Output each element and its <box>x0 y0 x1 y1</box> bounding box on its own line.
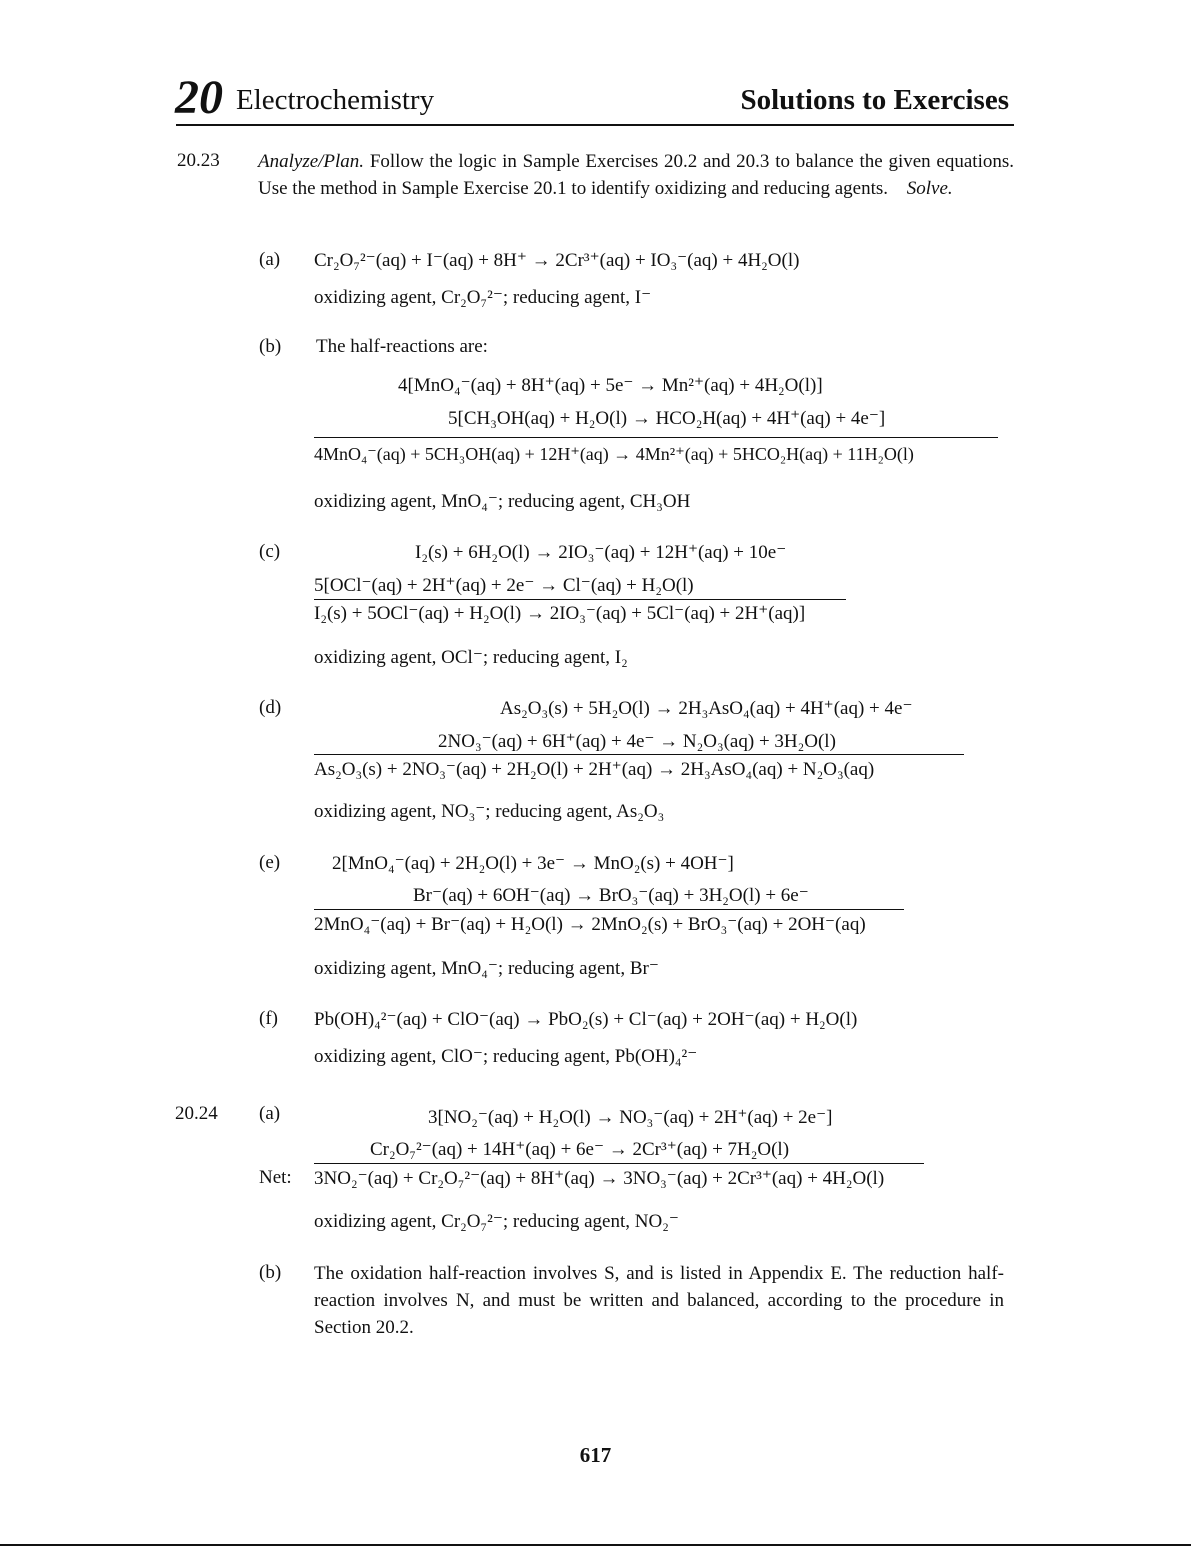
page-number: 617 <box>579 1443 612 1467</box>
sum-rule-b <box>314 437 998 438</box>
header-rule <box>176 124 1014 126</box>
agents-24a: oxidizing agent, Cr₂O₇²⁻; reducing agent, NO₂⁻ <box>314 1211 679 1232</box>
chapter-number: 20 <box>175 71 223 124</box>
exercise-number-20-23: 20.23 <box>177 150 220 171</box>
net-equation-d: As₂O₃(s) + 2NO₃⁻(aq) + 2H₂O(l) + 2H⁺(aq) → 2H₃AsO₄(aq) + N₂O₃(aq) <box>314 759 875 780</box>
sum-rule-24a <box>314 1163 924 1164</box>
agents-b: oxidizing agent, MnO₄⁻; reducing agent, CH₃OH <box>314 491 691 512</box>
sum-rule-c <box>314 599 846 600</box>
part-label-e: (e) <box>259 852 281 873</box>
sum-rule-d <box>314 754 964 755</box>
equation-a: Cr₂O₇²⁻(aq) + I⁻(aq) + 8H⁺ → 2Cr³⁺(aq) + IO₃⁻(aq) + 4H₂O(l) <box>314 250 800 271</box>
net-label: Net: <box>259 1167 292 1188</box>
agents-c: oxidizing agent, OCl⁻; reducing agent, I₂ <box>314 647 628 668</box>
part-label-b: (b) <box>259 336 282 357</box>
sum-rule-e <box>314 909 904 910</box>
half-reaction-c-2: 5[OCl⁻(aq) + 2H⁺(aq) + 2e⁻ → Cl⁻(aq) + H₂O(l) <box>314 575 694 596</box>
part-label-a: (a) <box>259 249 281 270</box>
agents-e: oxidizing agent, MnO₄⁻; reducing agent, Br⁻ <box>314 958 659 979</box>
equation-f: Pb(OH)₄²⁻(aq) + ClO⁻(aq) → PbO₂(s) + Cl⁻(aq) + 2OH⁻(aq) + H₂O(l) <box>314 1009 858 1030</box>
net-equation-e: 2MnO₄⁻(aq) + Br⁻(aq) + H₂O(l) → 2MnO₂(s) + BrO₃⁻(aq) + 2OH⁻(aq) <box>314 914 866 935</box>
net-equation-c: I₂(s) + 5OCl⁻(aq) + H₂O(l) → 2IO₃⁻(aq) + 5Cl⁻(aq) + 2H⁺(aq)] <box>314 603 806 624</box>
part-label-d: (d) <box>259 697 282 718</box>
half-reaction-e-1: 2[MnO₄⁻(aq) + 2H₂O(l) + 3e⁻ → MnO₂(s) + 4OH⁻] <box>332 853 734 874</box>
agents-d: oxidizing agent, NO₃⁻; reducing agent, As₂O₃ <box>314 801 665 822</box>
chapter-title: Electrochemistry <box>236 84 435 116</box>
half-reaction-d-2: 2NO₃⁻(aq) + 6H⁺(aq) + 4e⁻ → N₂O₃(aq) + 3H₂O(l) <box>438 731 836 752</box>
analyze-plan-label: Analyze/Plan. <box>258 151 365 172</box>
half-reactions-intro: The half-reactions are: <box>316 336 488 357</box>
part-label-24b: (b) <box>259 1262 282 1283</box>
exercise-number-20-24: 20.24 <box>175 1103 218 1124</box>
part-label-f: (f) <box>259 1008 278 1029</box>
half-reaction-24a-1: 3[NO₂⁻(aq) + H₂O(l) → NO₃⁻(aq) + 2H⁺(aq) + 2e⁻] <box>428 1107 833 1128</box>
section-title: Solutions to Exercises <box>740 84 1009 116</box>
half-reaction-24a-2: Cr₂O₇²⁻(aq) + 14H⁺(aq) + 6e⁻ → 2Cr³⁺(aq) + 7H₂O(l) <box>370 1139 790 1160</box>
half-reaction-b-1: 4[MnO₄⁻(aq) + 8H⁺(aq) + 5e⁻ → Mn²⁺(aq) + 4H₂O(l)] <box>398 375 823 396</box>
half-reaction-b-2: 5[CH₃OH(aq) + H₂O(l) → HCO₂H(aq) + 4H⁺(aq) + 4e⁻] <box>448 408 886 429</box>
net-equation-b: 4MnO₄⁻(aq) + 5CH₃OH(aq) + 12H⁺(aq) → 4Mn²⁺(aq) + 5HCO₂H(aq) + 11H₂O(l) <box>314 444 914 464</box>
net-equation-24a: 3NO₂⁻(aq) + Cr₂O₇²⁻(aq) + 8H⁺(aq) → 3NO₃⁻(aq) + 2Cr³⁺(aq) + 4H₂O(l) <box>314 1168 885 1189</box>
part-label-c: (c) <box>259 541 281 562</box>
agents-a: oxidizing agent, Cr₂O₇²⁻; reducing agent, I⁻ <box>314 287 652 308</box>
agents-f: oxidizing agent, ClO⁻; reducing agent, Pb(OH)₄²⁻ <box>314 1046 698 1067</box>
half-reaction-c-1: I₂(s) + 6H₂O(l) → 2IO₃⁻(aq) + 12H⁺(aq) + 10e⁻ <box>415 542 787 563</box>
intro-text: Follow the logic in Sample Exercises 20.2 and 20.3 to balance the given equations. Use the method in Sample Exercise 20.1 to identify oxidizing and reducing agents. <box>258 151 1014 199</box>
half-reaction-d-1: As₂O₃(s) + 5H₂O(l) → 2H₃AsO₄(aq) + 4H⁺(aq) + 4e⁻ <box>500 698 913 719</box>
text-24b: The oxidation half-reaction involves S, and is listed in Appendix E. The reduction half-reaction involves N, and must be written and balanced, according to the procedure in Section 20.2. <box>314 1263 1004 1338</box>
half-reaction-e-2: Br⁻(aq) + 6OH⁻(aq) → BrO₃⁻(aq) + 3H₂O(l) + 6e⁻ <box>413 885 809 906</box>
bottom-edge <box>0 1544 1191 1546</box>
exercise-20-23-intro <box>258 148 1014 202</box>
solve-label: Solve. <box>906 178 953 199</box>
part-label-24a: (a) <box>259 1103 281 1124</box>
